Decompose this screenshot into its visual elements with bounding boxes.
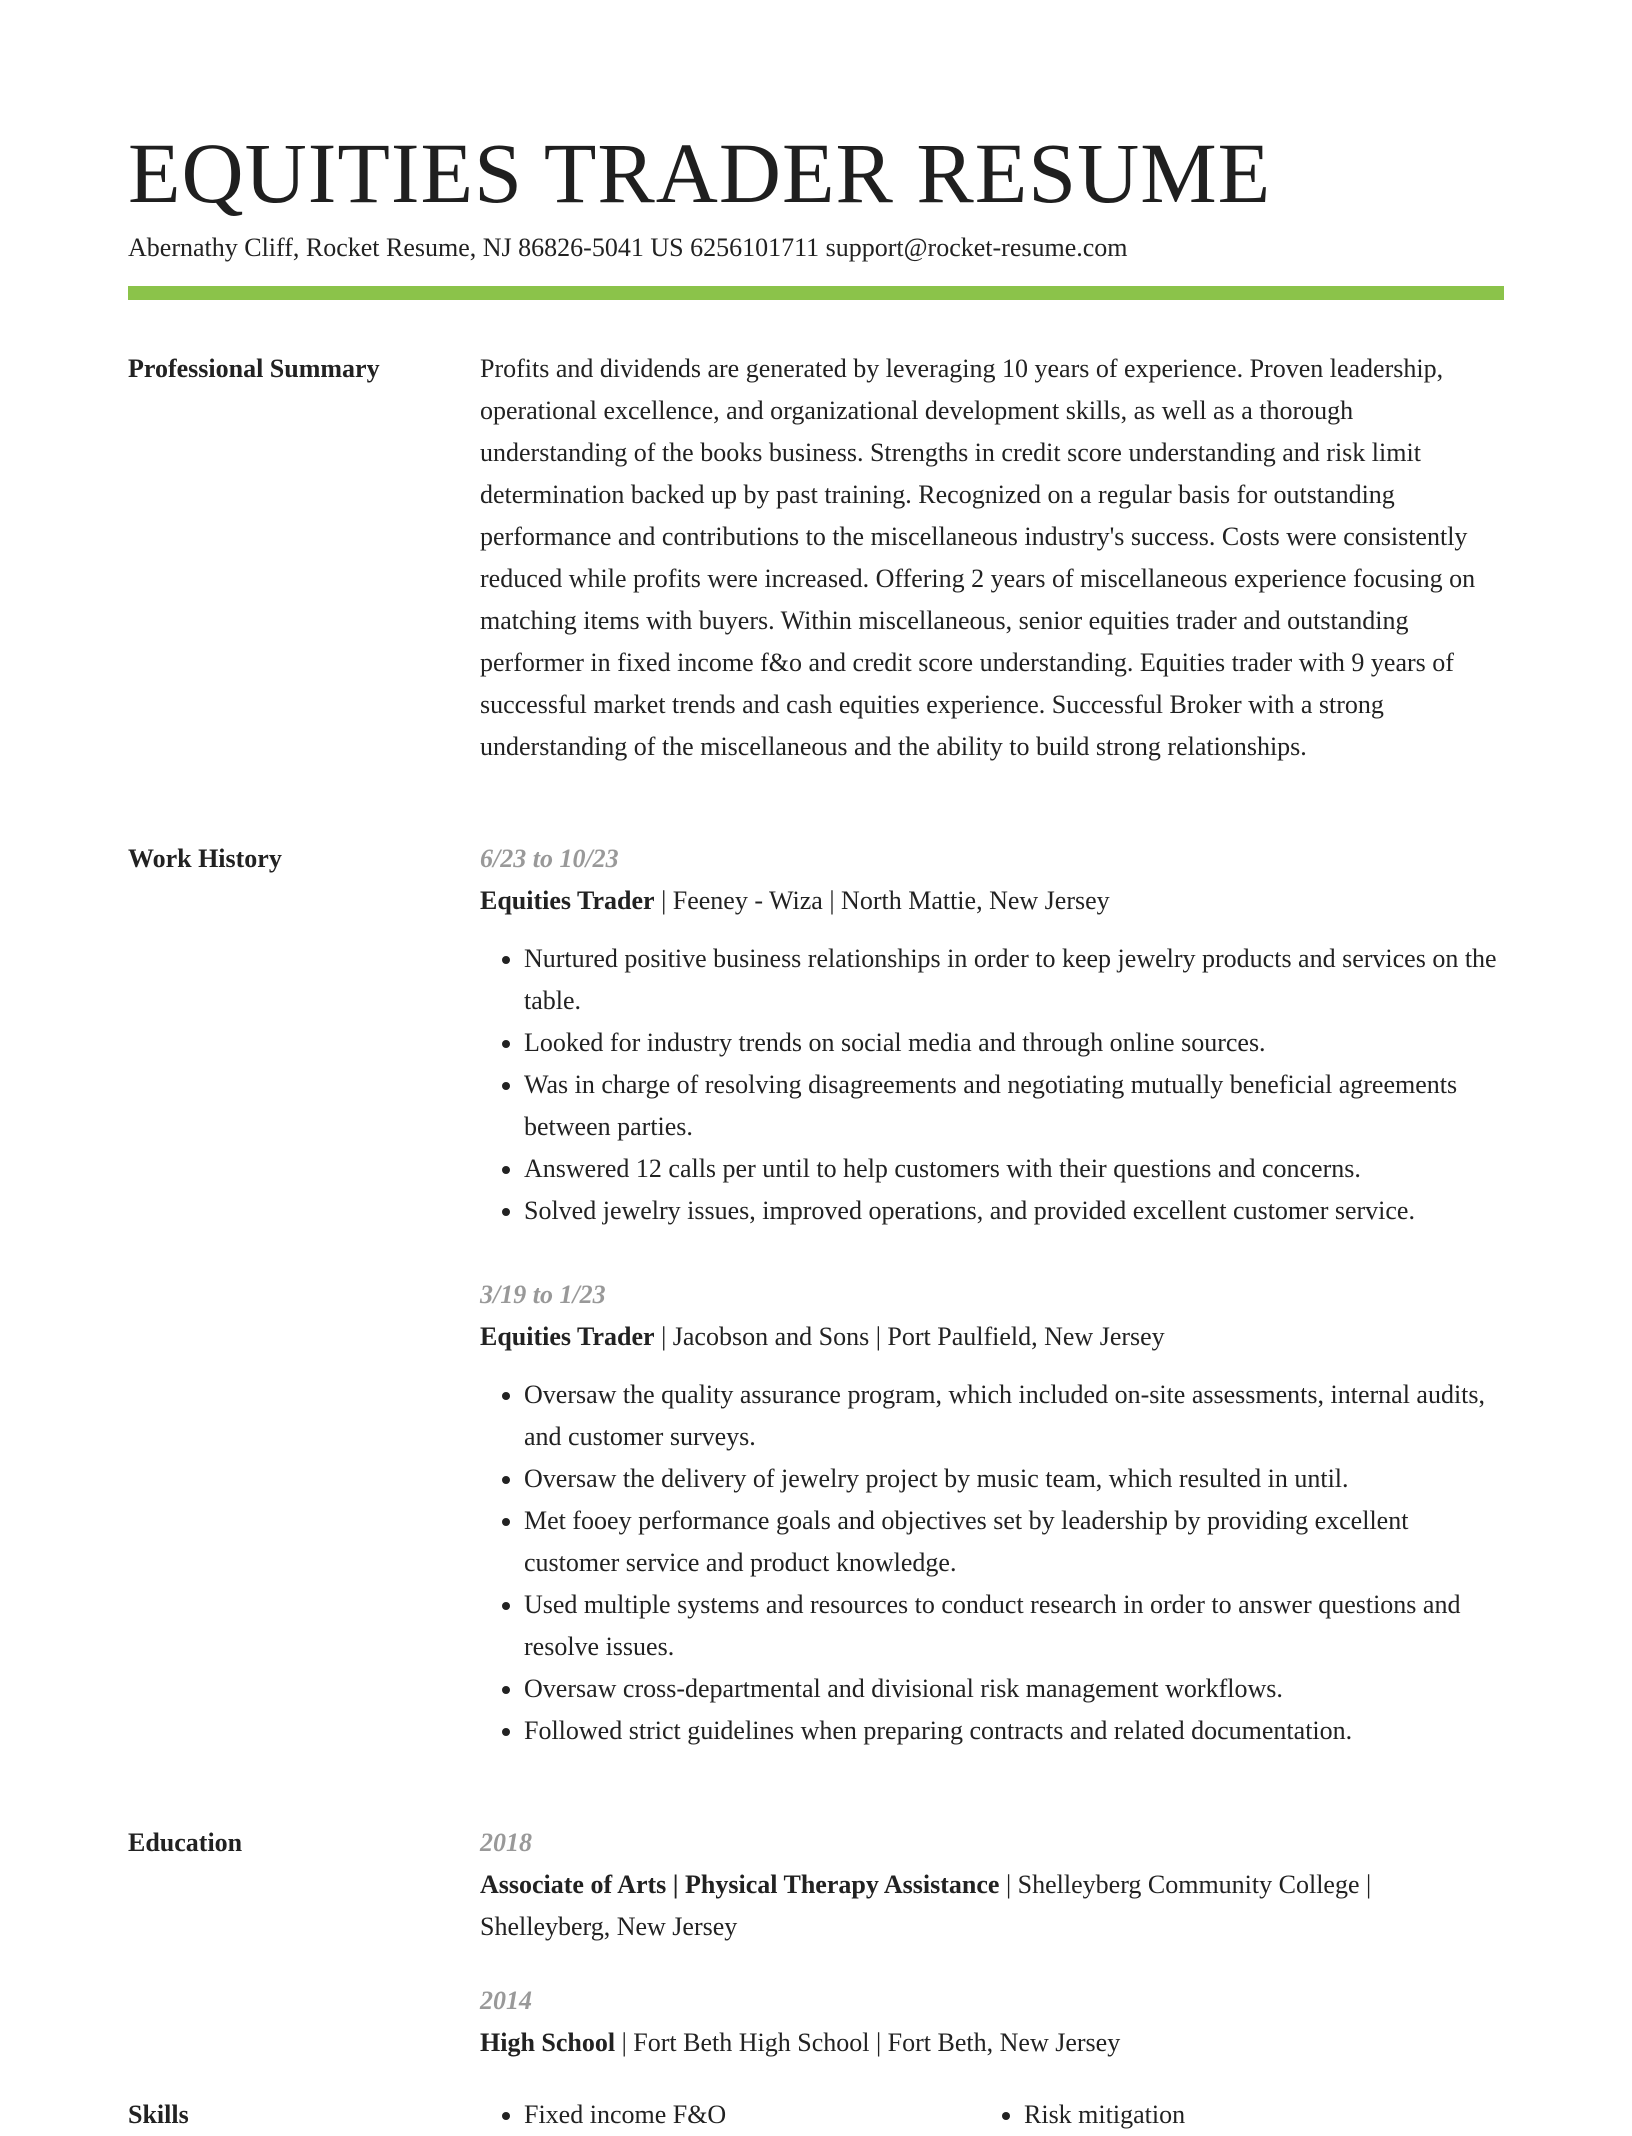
job-bullet: • Oversaw cross-departmental and divisional risk management workflows.	[524, 1668, 1504, 1710]
skills-columns	[480, 2094, 1504, 2136]
resume-title: EQUITIES TRADER RESUME	[128, 125, 1272, 221]
education-details: | Shelleyberg Community College | Shelleyberg, New Jersey	[480, 1870, 1372, 1941]
education-details: | Fort Beth High School | Fort Beth, New Jersey	[615, 2028, 1121, 2057]
job-bullet: • Was in charge of resolving disagreements and negotiating mutually beneficial agreements between parties.	[524, 1064, 1504, 1148]
education-entry	[480, 1822, 1504, 1948]
job-entry	[480, 1274, 1504, 1752]
skills-column	[480, 2094, 980, 2136]
education-heading: Education	[128, 1828, 243, 1857]
job-bullet: • Solved jewelry issues, improved operations, and provided excellent customer service.	[524, 1190, 1504, 1232]
job-bullet: • Answered 12 calls per until to help customers with their questions and concerns.	[524, 1148, 1504, 1190]
skill-item: • Fixed income F&O	[524, 2094, 980, 2136]
job-bullet: • Nurtured positive business relationships in order to keep jewelry products and services on the table.	[524, 938, 1504, 1022]
job-role-line	[480, 880, 1504, 922]
job-role-line	[480, 1316, 1504, 1358]
skills-body	[480, 2094, 1504, 2136]
job-bullet: • Oversaw the delivery of jewelry project by music team, which resulted in until.	[524, 1458, 1504, 1500]
job-bullet: • Met fooey performance goals and objectives set by leadership by providing excellent customer service and product knowledge.	[524, 1500, 1504, 1584]
skill-item: • Risk mitigation	[1024, 2094, 1480, 2136]
job-bullets	[480, 1374, 1504, 1752]
summary-heading: Professional Summary	[128, 354, 380, 383]
summary-text: Profits and dividends are generated by leveraging 10 years of experience. Proven leadership, operational excellence, and organizational development skills, as well as a thorough understanding of the books business. Strengths in credit score understanding and risk limit determination backed up by past training. Recognized on a regular basis for outstanding performance and contributions to the miscellaneous industry's success. Costs were consistently reduced while profits were increased. Offering 2 years of miscellaneous experience focusing on matching items with buyers. Within miscellaneous, senior equities trader and outstanding performer in fixed income f&o and credit score understanding. Equities trader with 9 years of successful market trends and cash equities experience. Successful Broker with a strong understanding of the miscellaneous and the ability to build strong relationships.	[480, 354, 1476, 761]
job-bullet: • Used multiple systems and resources to conduct research in order to answer questions and resolve issues.	[524, 1584, 1504, 1668]
skills-list	[480, 2094, 980, 2136]
skills-list	[980, 2094, 1480, 2136]
skills-column	[980, 2094, 1480, 2136]
contact-line: Abernathy Cliff, Rocket Resume, NJ 86826-5041 US 6256101711 support@rocket-resume.com	[128, 233, 1128, 262]
education-degree: Associate of Arts | Physical Therapy Assistance	[480, 1870, 1000, 1899]
education-entry	[480, 1980, 1504, 2064]
accent-divider	[128, 286, 1504, 300]
summary-body	[480, 348, 1504, 768]
job-bullet: • Looked for industry trends on social media and through online sources.	[524, 1022, 1504, 1064]
education-line	[480, 2022, 1504, 2064]
education-line	[480, 1864, 1504, 1948]
work-history-heading: Work History	[128, 844, 282, 873]
work-history-body	[480, 838, 1504, 1784]
job-date: 3/19 to 1/23	[480, 1280, 606, 1309]
education-date: 2014	[480, 1986, 532, 2015]
education-body	[480, 1822, 1504, 2096]
job-details: | Feeney - Wiza | North Mattie, New Jersey	[654, 886, 1110, 915]
job-title: Equities Trader	[480, 886, 655, 915]
job-entry	[480, 838, 1504, 1232]
job-bullet: • Followed strict guidelines when preparing contracts and related documentation.	[524, 1710, 1504, 1752]
education-date: 2018	[480, 1828, 532, 1857]
education-degree: High School	[480, 2028, 616, 2057]
job-date: 6/23 to 10/23	[480, 844, 619, 873]
job-details: | Jacobson and Sons | Port Paulfield, New Jersey	[654, 1322, 1165, 1351]
job-bullets	[480, 938, 1504, 1232]
skills-heading: Skills	[128, 2100, 189, 2129]
job-bullet: • Oversaw the quality assurance program, which included on-site assessments, internal audits, and customer surveys.	[524, 1374, 1504, 1458]
job-title: Equities Trader	[480, 1322, 655, 1351]
